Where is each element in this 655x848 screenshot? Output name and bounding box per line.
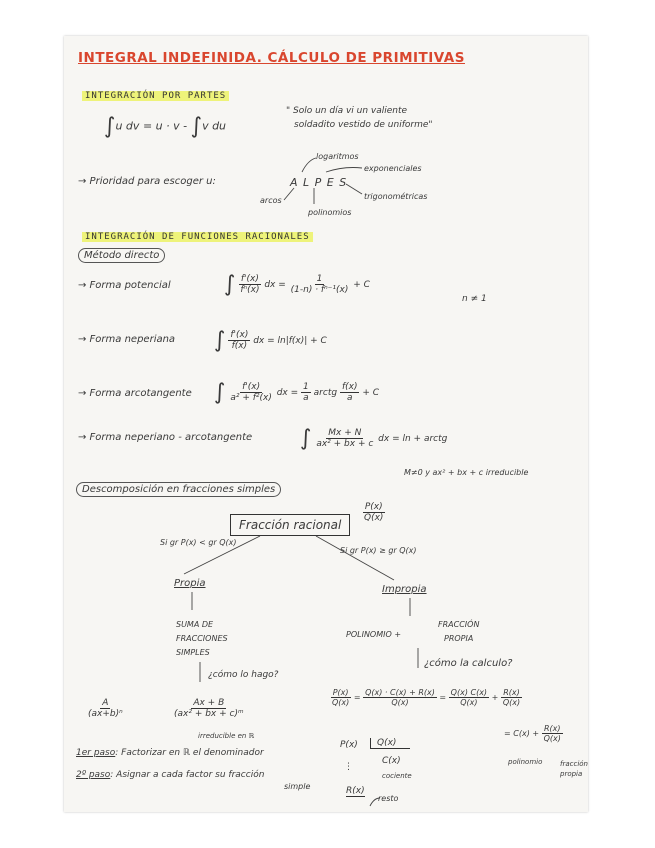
decomp-heading: Descomposición en fracciones simples bbox=[76, 482, 281, 497]
parts-formula-mid: = u · v - bbox=[142, 119, 188, 133]
form-arcotangente-label: → Forma arcotangente bbox=[78, 388, 192, 399]
form-potencial-integral: ∫ $\frac{f'(x)}{\text{fⁿ(x)}}$ dx = $\frac{1}{\text{(1-n) · fⁿ⁻¹(x)}}$ + C bbox=[224, 272, 370, 297]
paso2-text: : Asignar a cada factor su fracción bbox=[110, 770, 265, 780]
suma-line2: FRACCIONES bbox=[176, 634, 228, 643]
eq1-num: P(x) bbox=[332, 688, 349, 697]
eq3a-den: Q(x) bbox=[460, 698, 478, 707]
fraccion-px: P(x) bbox=[364, 502, 383, 512]
direct-method-label: Método directo bbox=[78, 248, 165, 263]
div-rx: R(x) bbox=[346, 786, 365, 796]
arrow-logaritmos bbox=[302, 158, 316, 172]
alpes-logaritmos: logaritmos bbox=[316, 152, 359, 161]
form-nep-arc-eq: = ln + arctg bbox=[392, 434, 448, 444]
eq1-den: Q(x) bbox=[332, 698, 350, 707]
fraccion-small-2: propia bbox=[560, 770, 583, 778]
arrow-resto bbox=[370, 798, 380, 806]
paso2-label: 2º paso bbox=[76, 770, 111, 780]
paso1-label: 1er paso bbox=[76, 748, 116, 758]
form-potencial-num: f'(x) bbox=[240, 274, 259, 284]
div-px: P(x) bbox=[340, 740, 358, 750]
form-potencial-tail: + C bbox=[353, 280, 370, 290]
form-arcotangente-num: f'(x) bbox=[242, 382, 261, 392]
right-condition: Si gr P(x) ≥ gr Q(x) bbox=[340, 546, 417, 555]
div-qx: Q(x) bbox=[370, 738, 410, 749]
eq4-num: R(x) bbox=[543, 724, 561, 733]
mnemonic-line1: " Solo un día vi un valiente bbox=[286, 106, 408, 116]
suma-line3: SIMPLES bbox=[176, 648, 210, 657]
form-potencial-res-num: 1 bbox=[316, 274, 323, 284]
form-arcotangente-arc-num: f(x) bbox=[341, 382, 358, 392]
form-nep-arc-den: ax² + bx + c bbox=[316, 439, 374, 449]
fraccion-propia-1: FRACCIÓN bbox=[438, 620, 480, 629]
div-resto: resto bbox=[378, 794, 399, 803]
polinomio-label: POLINOMIO + bbox=[346, 630, 402, 639]
parts-heading: INTEGRACIÓN POR PARTES bbox=[82, 91, 229, 101]
eq3b-den: Q(x) bbox=[502, 698, 521, 707]
parts-formula-lhs: u dv bbox=[115, 119, 140, 133]
parts-formula: ∫u dv = u · v - ∫v du bbox=[104, 114, 227, 139]
arrow-exponenciales bbox=[326, 168, 362, 173]
form-potencial-res-den: (1-n) · fⁿ⁻¹(x) bbox=[290, 285, 349, 295]
form-neperiana-label: → Forma neperiana bbox=[78, 334, 176, 345]
impropia-label: Impropia bbox=[382, 584, 427, 595]
simple2-den: (ax² + bx + c)ᵐ bbox=[174, 709, 244, 719]
arrow-arcos bbox=[284, 188, 294, 200]
left-condition: Si gr P(x) < gr Q(x) bbox=[160, 538, 237, 547]
form-arcotangente-den: a² + f²(x) bbox=[230, 393, 272, 403]
eq3a-num: Q(x) C(x) bbox=[450, 688, 488, 697]
rational-heading: INTEGRACIÓN DE FUNCIONES RACIONALES bbox=[82, 232, 313, 242]
form-arcotangente-res-den: a bbox=[303, 393, 309, 403]
alpes-polinomios: polinomios bbox=[308, 208, 352, 217]
form-nep-arc-cond: M≠0 y ax² + bx + c irreducible bbox=[404, 468, 529, 477]
form-arcotangente-tail: + C bbox=[362, 388, 380, 398]
form-nep-arc-num: Mx + N bbox=[328, 428, 362, 438]
simple1-num: A bbox=[102, 698, 109, 708]
mnemonic-line2: soldadito vestido de uniforme" bbox=[294, 120, 433, 130]
simple1-den: (ax+b)ⁿ bbox=[88, 709, 123, 719]
form-potencial-cond: n ≠ 1 bbox=[462, 294, 487, 304]
arrow-to-impropia bbox=[316, 536, 394, 580]
propia-label: Propia bbox=[174, 578, 206, 589]
alpes-trigonometricas: trigonométricas bbox=[364, 192, 428, 201]
polinomio-small: polinomio bbox=[508, 758, 543, 766]
alpes-exponenciales: exponenciales bbox=[364, 164, 422, 173]
suma-line1: SUMA DE bbox=[176, 620, 214, 629]
irreducible-note: irreducible en ℝ bbox=[198, 732, 255, 740]
eq2-den: Q(x) bbox=[391, 698, 409, 707]
priority-label: → Prioridad para escoger u: bbox=[78, 176, 216, 187]
form-neperiana-num: f'(x) bbox=[230, 330, 249, 340]
alpes-arcos: arcos bbox=[260, 196, 282, 205]
como-calculo: ¿cómo la calculo? bbox=[424, 658, 513, 669]
form-potencial-label: → Forma potencial bbox=[78, 280, 171, 291]
eq3b-num: R(x) bbox=[503, 688, 520, 697]
eq-chain: $\frac{P(x)}{Q(x)}$ = $\frac{Q(x) \cdot C(x) + R(x)}{Q(x)}$ = $\frac{Q(x) C(x)}{Q(x)}$ + $\frac{R(x)}{Q(x)}$ bbox=[332, 688, 521, 707]
form-neperiana-den: f(x) bbox=[231, 341, 248, 351]
fraccion-qx: Q(x) bbox=[364, 513, 384, 523]
form-arcotangente-integral: ∫ $\frac{f'(x)}{\text{a² + f²(x)}}$ dx = $\frac{1}{a}$ arctg $\frac{f(x)}{a}$ + C bbox=[214, 380, 380, 405]
div-cociente: cociente bbox=[382, 772, 412, 780]
arrow-trigonometricas bbox=[346, 184, 362, 194]
simple2-num: Ax + B bbox=[193, 698, 225, 708]
paso1-text: : Factorizar en ℝ el denominador bbox=[115, 748, 264, 758]
parts-formula-rhs: v du bbox=[202, 119, 227, 133]
form-neperiana-integral: ∫ $\frac{f'(x)}{f(x)}$ dx = ln|f(x)| + C bbox=[214, 328, 327, 353]
form-potencial-den: fⁿ(x) bbox=[240, 285, 260, 295]
page-title: INTEGRAL INDEFINIDA. CÁLCULO DE PRIMITIVAS bbox=[78, 50, 465, 66]
form-arcotangente-arc: arctg bbox=[313, 388, 338, 398]
arrows-layer bbox=[64, 36, 588, 812]
form-arcotangente-eq: = bbox=[290, 388, 299, 398]
form-neperiana-eq: = ln|f(x)| + C bbox=[267, 336, 327, 346]
form-potencial-eq: = bbox=[278, 280, 286, 290]
div-dots: ⋮ bbox=[344, 762, 353, 772]
form-arcotangente-arc-den: a bbox=[346, 393, 353, 403]
form-nep-arc-label: → Forma neperiano - arcotangente bbox=[78, 432, 253, 443]
fraccion-racional-box: Fracción racional bbox=[230, 514, 350, 536]
eq4-den: Q(x) bbox=[543, 734, 561, 743]
div-cx: C(x) bbox=[382, 756, 401, 766]
fraccion-small-1: fracción bbox=[560, 760, 588, 768]
eq2-num: Q(x) · C(x) + R(x) bbox=[365, 688, 435, 697]
alpes: A L P E S bbox=[290, 176, 348, 189]
form-nep-arc-integral: ∫ $\frac{Mx + N}{\text{ax² + bx + c}}$ dx = ln + arctg bbox=[300, 426, 448, 451]
eq4-text: = C(x) + bbox=[504, 729, 540, 738]
paso2-text2: simple bbox=[284, 782, 311, 791]
notebook-page bbox=[64, 36, 588, 812]
arrow-to-propia bbox=[184, 536, 260, 574]
como-hago: ¿cómo lo hago? bbox=[208, 670, 279, 680]
form-arcotangente-res-num: 1 bbox=[303, 382, 309, 392]
fraccion-propia-2: PROPIA bbox=[444, 634, 474, 643]
